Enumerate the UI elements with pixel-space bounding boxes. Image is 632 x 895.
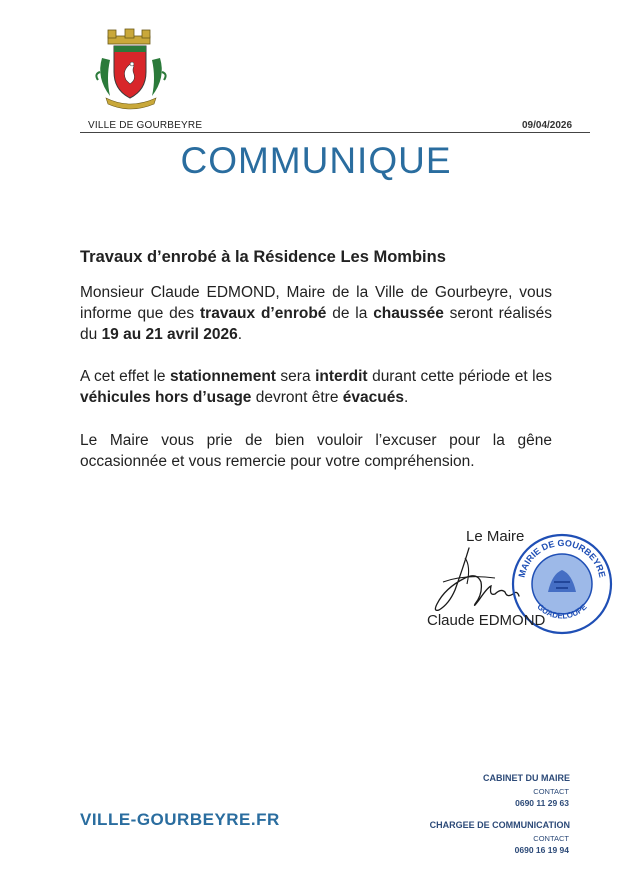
- contact-cabinet-heading: CABINET DU MAIRE: [483, 773, 570, 783]
- signatory-name: Claude EDMOND: [427, 612, 546, 629]
- stamp-text-top: MAIRIE DE GOURBEYRE: [516, 537, 608, 579]
- contact-communication-heading: CHARGEE DE COMMUNICATION: [429, 820, 570, 830]
- page-title: COMMUNIQUE: [180, 140, 452, 181]
- website-link[interactable]: VILLE-GOURBEYRE.FR: [80, 810, 280, 829]
- subject-heading: Travaux d’enrobé à la Résidence Les Mombins: [80, 248, 446, 266]
- signatory-title: Le Maire: [466, 528, 525, 545]
- contact-communication-phone: 0690 16 19 94: [514, 845, 569, 855]
- town-label: VILLE DE GOURBEYRE: [88, 120, 203, 131]
- town-crest-logo: [92, 28, 170, 110]
- paragraph-apology: Le Maire vous prie de bien vouloir l’excuser pour la gêne occasionnée et vous remercie pour votre compréhension.: [80, 432, 552, 470]
- contact-communication-label: CONTACT: [533, 834, 569, 843]
- contact-cabinet-label: CONTACT: [533, 787, 569, 796]
- paragraph-parking: A cet effet le stationnement sera interdit durant cette période et les véhicules hors d’usage devront être évacués.: [80, 368, 552, 406]
- paragraph-announcement: Monsieur Claude EDMOND, Maire de la Ville de Gourbeyre, vous informe que des travaux d’enrobé de la chaussée seront réalisés du 19 au 21 avril 2026.: [80, 284, 552, 343]
- document-date: 09/04/2026: [522, 120, 573, 131]
- header-divider: [80, 132, 590, 133]
- stamp-text-bottom: GUADELOUPE: [535, 602, 589, 621]
- contact-cabinet-phone: 0690 11 29 63: [515, 798, 569, 808]
